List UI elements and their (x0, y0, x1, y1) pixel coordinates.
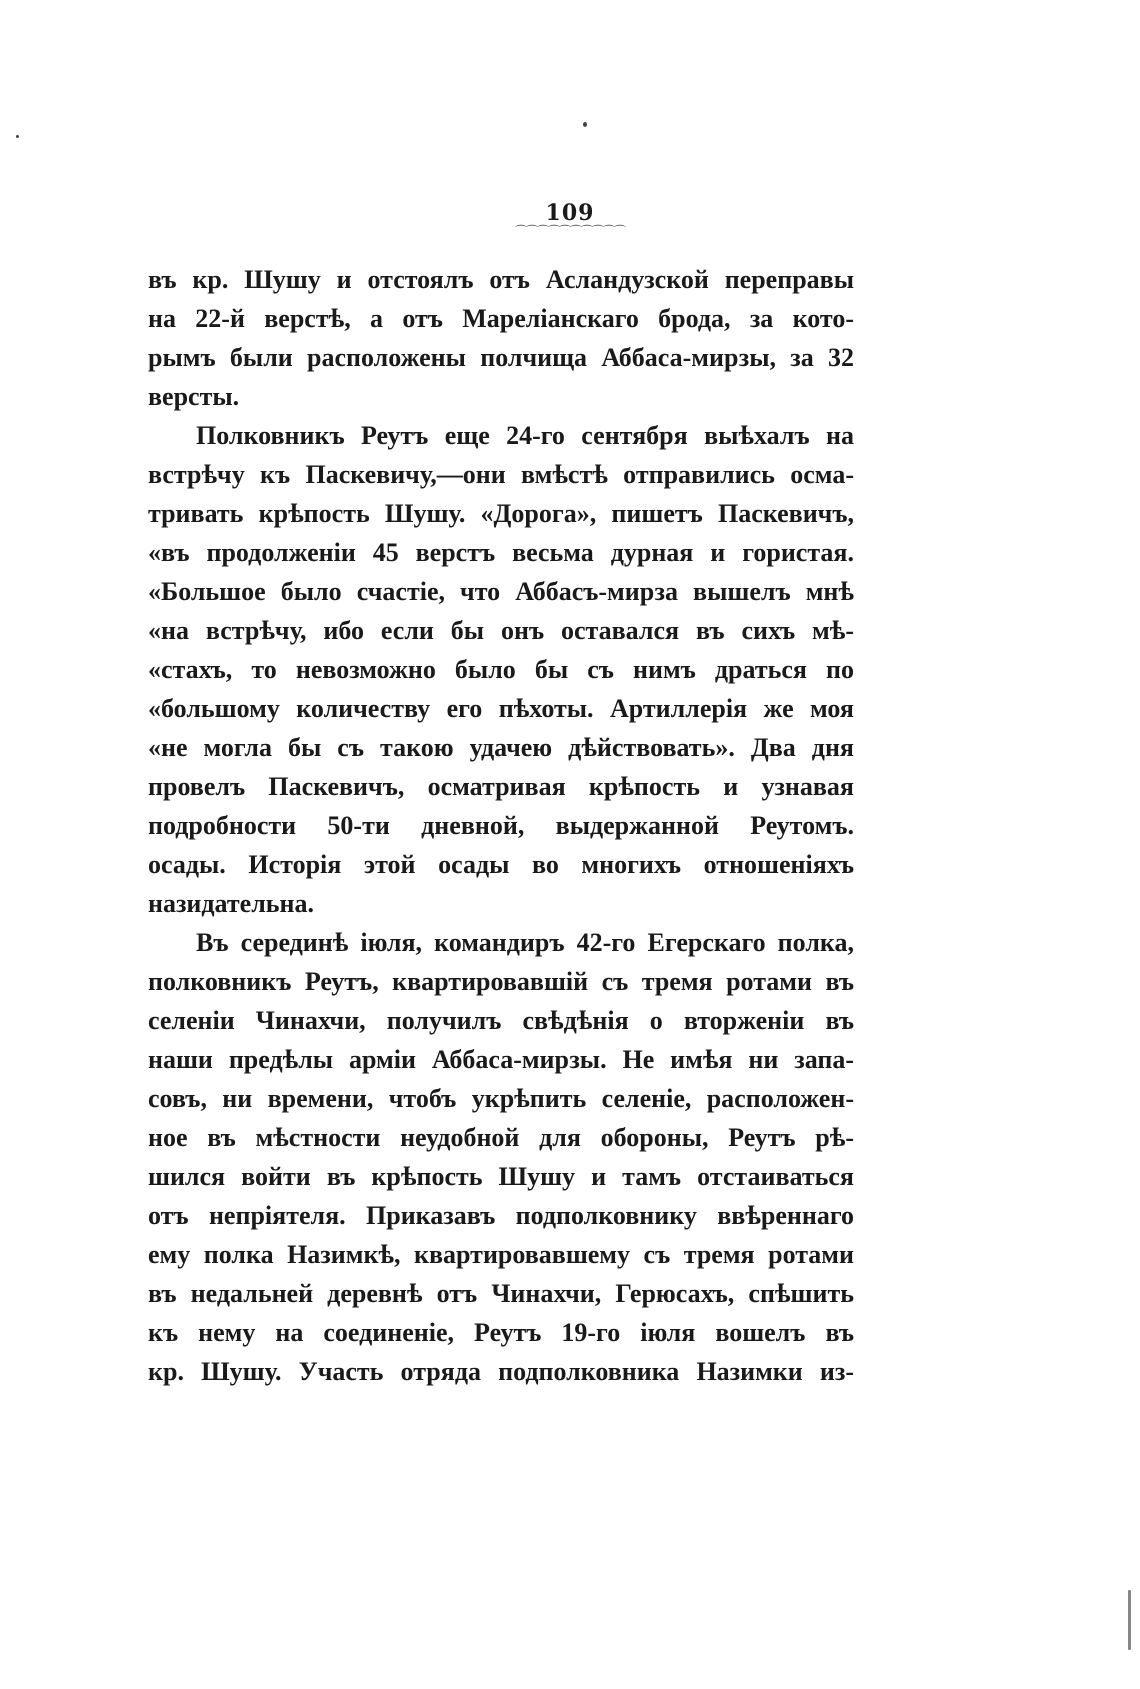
quote-line: «на встрѣчу, ибо если бы онъ оставался въ сихъ мѣ- (148, 616, 854, 645)
text-line: встрѣчу къ Паскевичу,—они вмѣстѣ отправились осма- (148, 460, 854, 489)
text-line: подробности 50-ти дневной, выдержанной Реутомъ. (148, 811, 854, 840)
text-line: назидательна. (148, 889, 315, 918)
text-line: отъ непрiятеля. Приказавъ подполковнику ввѣреннаго (148, 1201, 854, 1230)
paragraph-start-line: Въ серединѣ iюля, командиръ 42-го Егерскаго полка, (196, 928, 854, 957)
text-line: селенiи Чинахчи, получилъ свѣдѣнiя о вторженiи въ (148, 1006, 854, 1035)
quote-line: «Большое было счастiе, что Аббасъ-мирза вышелъ мнѣ (148, 577, 854, 606)
quote-line: «не могла бы съ такою удачею дѣйствовать». Два дня (148, 733, 854, 762)
paragraph-start-line: Полковникъ Реутъ еще 24-го сентября выѣхалъ на (196, 421, 854, 450)
print-speck (16, 135, 19, 138)
text-line: ное въ мѣстности неудобной для обороны, Реутъ рѣ- (148, 1123, 854, 1152)
text-line: наши предѣлы армiи Аббаса-мирзы. Не имѣя ни запа- (148, 1045, 854, 1074)
text-line: кр. Шушу. Участь отряда подполковника Назимки из- (148, 1357, 854, 1386)
text-line: ему полка Назимкѣ, квартировавшему съ тремя ротами (148, 1240, 854, 1269)
print-speck (1128, 1590, 1131, 1650)
text-line: къ нему на соединенiе, Реутъ 19-го iюля вошелъ въ (148, 1318, 854, 1347)
text-line: на 22-й верстѣ, а отъ Mapeлiaнскаго брода, за кото- (148, 304, 854, 333)
text-line: провелъ Паскевичъ, осматривая крѣпость и узнавая (148, 772, 854, 801)
page-number-ornament: ⌒⌒⌒⌒⌒⌒⌒⌒⌒⌒ (514, 224, 625, 238)
text-line: шился войти въ крѣпость Шушу и тамъ отстаиваться (148, 1162, 854, 1191)
print-speck (583, 122, 587, 127)
text-line: совъ, ни времени, чтобъ укрѣпить селенiе, расположен- (148, 1084, 854, 1113)
text-line: полковникъ Реутъ, квартировавшiй съ тремя ротами въ (148, 967, 854, 996)
text-line: версты. (148, 382, 240, 411)
text-line: рымъ были расположены полчища Аббаса-мирзы, за 32 (148, 343, 854, 372)
page-number: 109 (545, 200, 595, 226)
quote-line: «стахъ, то невозможно было бы съ нимъ драться по (148, 655, 854, 684)
text-line: въ недальней деревнѣ отъ Чинахчи, Герюсахъ, спѣшить (148, 1279, 854, 1308)
text-line: въ кр. Шушу и отстоялъ отъ Асландузской переправы (148, 265, 854, 294)
text-line: тривать крѣпость Шушу. «Дорога», пишетъ Паскевичъ, (148, 499, 854, 528)
quote-line: «въ продолженiи 45 верстъ весьма дурная и гористая. (148, 538, 854, 567)
quote-line: «большому количеству его пѣхоты. Артиллерiя же моя (148, 694, 854, 723)
text-line: осады. Исторiя этой осады во многихъ отношенiяхъ (148, 850, 854, 879)
